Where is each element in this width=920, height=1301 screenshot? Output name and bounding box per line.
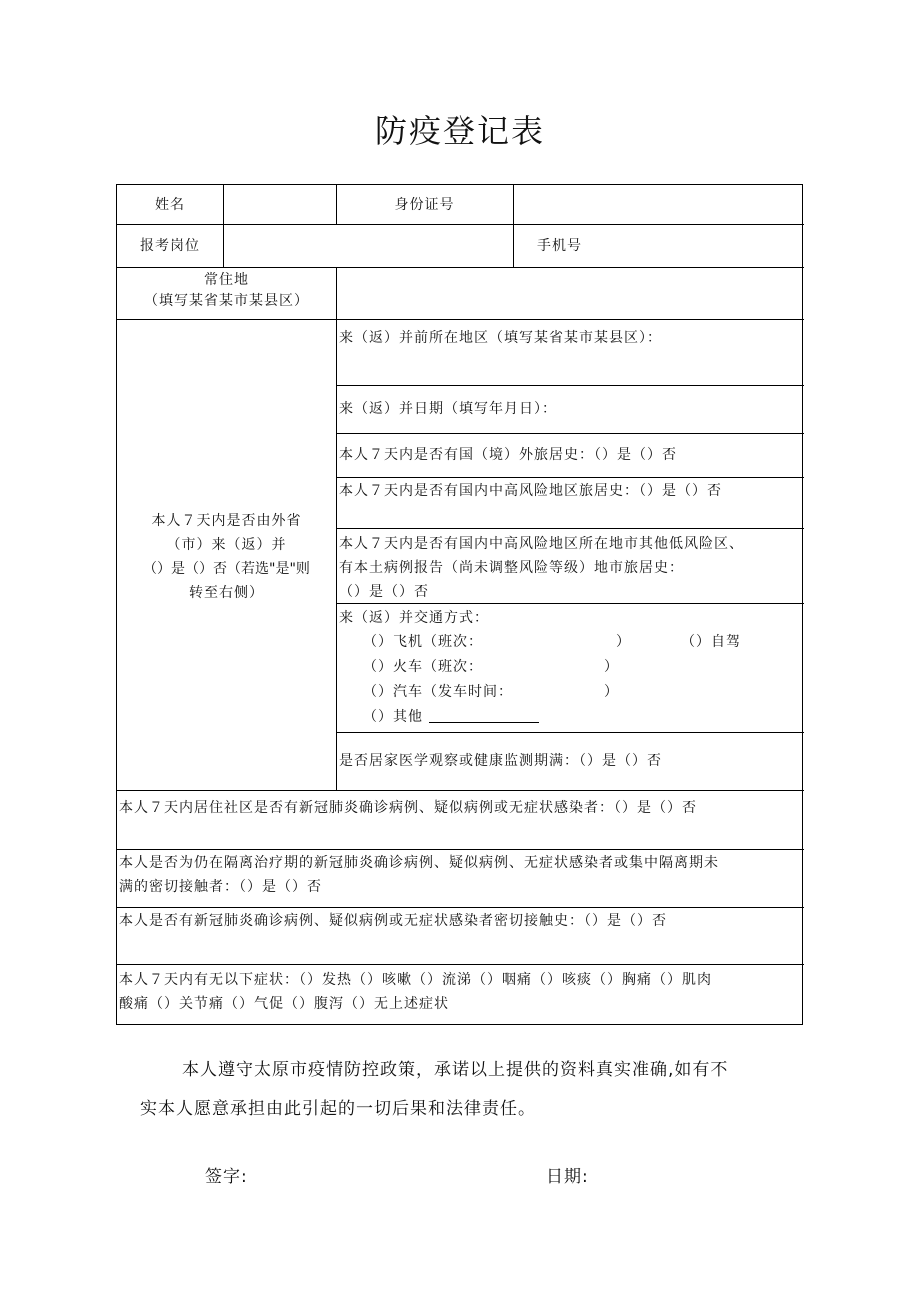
row-divider: [117, 319, 804, 320]
pledge-line: 本人遵守太原市疫情防控政策，承诺以上提供的资料真实准确,如有不: [182, 1060, 729, 1080]
row-divider: [336, 477, 804, 478]
signature-label: 签字:: [205, 1167, 248, 1187]
registration-form: [116, 184, 803, 1025]
column-divider: [513, 185, 514, 267]
self-drive-option[interactable]: （）自驾: [681, 634, 741, 650]
other-transport-option[interactable]: [363, 706, 539, 728]
high-risk-travel-question[interactable]: 本人７天内是否有国内中高风险地区旅居史：（）是（）否: [339, 483, 722, 499]
travel-question-line: （市）来（返）并: [166, 537, 287, 553]
row-divider: [117, 964, 804, 965]
low-risk-travel-question: 本人７天内是否有国内中高风险地区所在地市其他低风险区、: [339, 536, 744, 552]
page-title: 防疫登记表: [374, 112, 545, 150]
row-divider: [336, 732, 804, 733]
date-label: 日期:: [546, 1167, 589, 1187]
home-observation-question[interactable]: 是否居家医学观察或健康监测期满：（）是（）否: [339, 753, 662, 769]
name-label: 姓名: [155, 197, 185, 213]
other-transport-label: （）其他: [363, 709, 423, 725]
row-divider: [336, 528, 804, 529]
name-input[interactable]: [225, 189, 335, 221]
bus-option[interactable]: （）汽车（发车时间：: [363, 684, 513, 700]
travel-question-line: 转至右侧）: [189, 585, 264, 601]
residence-label: 常住地: [204, 272, 249, 288]
travel-question-options[interactable]: （）是（）否（若选"是"则: [143, 561, 310, 577]
transport-title: 来（返）并交通方式：: [339, 610, 489, 626]
bus-close: ）: [604, 684, 619, 700]
train-option[interactable]: （）火车（班次：: [363, 659, 483, 675]
close-contact-question[interactable]: 本人是否有新冠肺炎确诊病例、疑似病例或无症状感染者密切接触史：（）是（）否: [119, 913, 667, 929]
low-risk-travel-options[interactable]: （）是（）否: [339, 584, 429, 600]
train-close: ）: [604, 659, 619, 675]
row-divider: [336, 433, 804, 434]
isolation-status-question: 本人是否为仍在隔离治疗期的新冠肺炎确诊病例、疑似病例、无症状感染者或集中隔离期未: [119, 855, 719, 871]
symptoms-options[interactable]: 酸痛（）关节痛（）气促（）腹泻（）无上述症状: [119, 996, 449, 1012]
travel-question-line: 本人７天内是否由外省: [151, 513, 302, 529]
abroad-travel-question[interactable]: 本人７天内是否有国（境）外旅居史：（）是（）否: [339, 447, 677, 463]
id-number-label: 身份证号: [394, 197, 455, 213]
row-divider: [117, 267, 804, 268]
residence-hint: （填写某省某市某县区）: [144, 293, 309, 309]
residence-input[interactable]: [338, 271, 800, 315]
flight-close: ）: [616, 634, 631, 650]
phone-label: 手机号: [537, 238, 582, 254]
column-divider: [336, 267, 337, 790]
row-divider: [117, 849, 804, 850]
community-case-question[interactable]: 本人７天内居住社区是否有新冠肺炎确诊病例、疑似病例或无症状感染者：（）是（）否: [119, 800, 697, 816]
flight-option[interactable]: （）飞机（班次：: [363, 634, 483, 650]
column-divider: [223, 185, 224, 267]
other-transport-blank[interactable]: [429, 706, 539, 723]
row-divider: [117, 907, 804, 908]
row-divider: [117, 224, 804, 225]
isolation-status-options[interactable]: 满的密切接触者：（）是（）否: [119, 879, 322, 895]
low-risk-travel-question: 有本土病例报告（尚未调整风险等级）地市旅居史：: [339, 560, 684, 576]
row-divider: [336, 603, 804, 604]
position-label: 报考岗位: [140, 238, 200, 254]
row-divider: [117, 790, 804, 791]
id-number-input[interactable]: [515, 189, 801, 221]
origin-area-label: 来（返）并前所在地区（填写某省某市某县区）：: [339, 330, 662, 346]
arrival-date-label: 来（返）并日期（填写年月日）：: [339, 401, 557, 417]
symptoms-question[interactable]: 本人７天内有无以下症状：（）发热（）咳嗽（）流涕（）咽痛（）咳痰（）胸痛（）肌肉: [119, 972, 712, 988]
position-input[interactable]: [225, 229, 511, 263]
pledge-line: 实本人愿意承担由此引起的一切后果和法律责任。: [140, 1099, 536, 1119]
row-divider: [336, 385, 804, 386]
